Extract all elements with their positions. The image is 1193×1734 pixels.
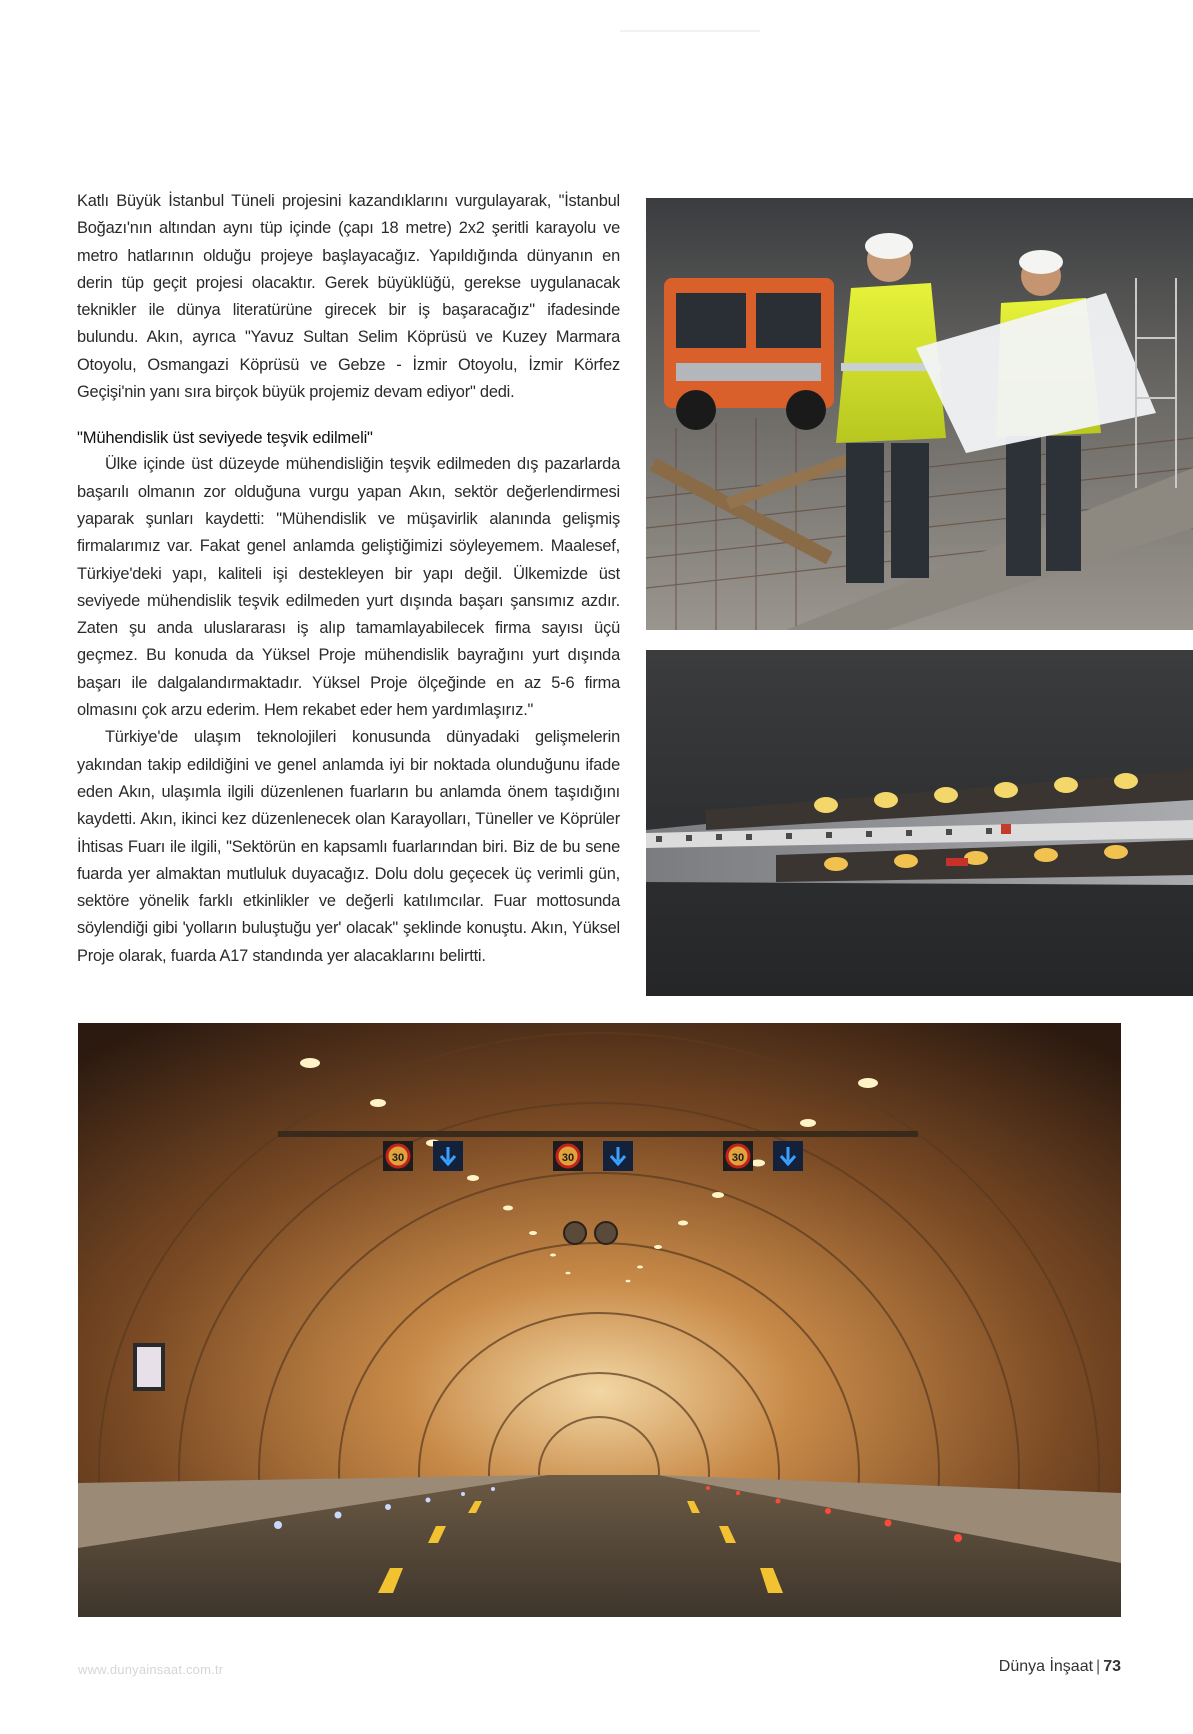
article-text-column	[77, 188, 620, 970]
footer-magazine-page	[999, 1658, 1121, 1676]
speed-sign-value: 30	[731, 1152, 745, 1164]
article-paragraph: Katlı Büyük İstanbul Tüneli projesini kazandıklarını vurgulayarak, "İstanbul Boğazı'nın altından aynı tüp içinde (çapı 18 metre) 2x2 şeritli karayolu ve metro hatlarının olduğu projeye başlayacağız. Yapıldığında dünyanın en derin tüp geçit projesi olacaktır. Gerek büyüklüğü, gerekse uygulanacak teknikler ile dünya literatürüne girecek bir iş başaracağız" ifadesinde bulundu. Akın, ayrıca "Yavuz Sultan Selim Köprüsü ve Kuzey Marmara Otoyolu, Osmangazi Köprüsü ve Gebze - İzmir Otoyolu, İzmir Körfez Geçişi'nin yanı sıra birçok büyük projemiz devam ediyor" dedi.	[77, 192, 620, 402]
tunnel-cross-section-render	[646, 650, 1193, 996]
article-subheading: "Mühendislik üst seviyede teşvik edilmeli"	[77, 428, 373, 448]
speed-sign-value: 30	[561, 1152, 575, 1164]
footer-separator: |	[1096, 1658, 1101, 1675]
magazine-name: Dünya İnşaat	[998, 1658, 1094, 1675]
page-edge-mark	[620, 30, 760, 32]
speed-sign-value: 30	[391, 1152, 405, 1164]
article-paragraph: Türkiye'de ulaşım teknolojileri konusunda dünyadaki gelişmelerin yakından takip edildiğini ve genel anlamda iyi bir noktada olunduğunu ifade eden Akın, ulaşımla ilgili düzenlenen fuarların bu anlamda önem taşıdığını kaydetti. Akın, ikinci kez düzenlenecek olan Karayolları, Tüneller ve Köprüler İhtisas Fuarı ile ilgili, "Sektörün en kapsamlı fuarlarından biri. Biz de bu sene fuarda yer almaktan mutluluk duyacağız. Dolu dolu geçecek üç verimli gün, sektöre yönelik farklı etkinlikler ve değerli katılımcılar. Fuar mottosunda söylendiği gibi 'yolların buluştuğu yer' olacak" şeklinde konuştu. Akın, Yüksel Proje olarak, fuarda A17 standında yer alacaklarını belirtti.	[77, 728, 620, 965]
article-paragraph: Ülke içinde üst düzeyde mühendisliğin teşvik edilmeden dış pazarlarda başarılı olmanın zor olduğuna vurgu yapan Akın, sektör değerlendirmesi yaparak şunları kaydetti: "Mühendislik ve müşavirlik alanında gelişmiş firmalarımız var. Fakat genel anlamda geliştiğimizi söyleyemem. Maalesef, Türkiye'deki yapı, kaliteli işi destekleyen bir yapı değil. Ülkemizde üst seviyede mühendislik teşvik edilmeden yurt dışında başarı şansımız azdır. Zaten şu anda uluslararası iş alıp tamamlayabilecek firma sayısı üçü geçmez. Bu konuda da Yüksel Proje mühendislik bayrağını yurt dışında başarı ile dalgalandırmaktadır. Yüksel Proje ölçeğinde en az 5-6 firma olmasını çok arzu ederim. Hem rekabet eder hem yardımlaşırız."	[77, 455, 620, 720]
engineers-photo	[646, 198, 1193, 630]
road-tunnel-photo	[78, 1023, 1121, 1617]
footer-website: www.dunyainsaat.com.tr	[78, 1662, 224, 1677]
page-number: 73	[1103, 1658, 1121, 1675]
